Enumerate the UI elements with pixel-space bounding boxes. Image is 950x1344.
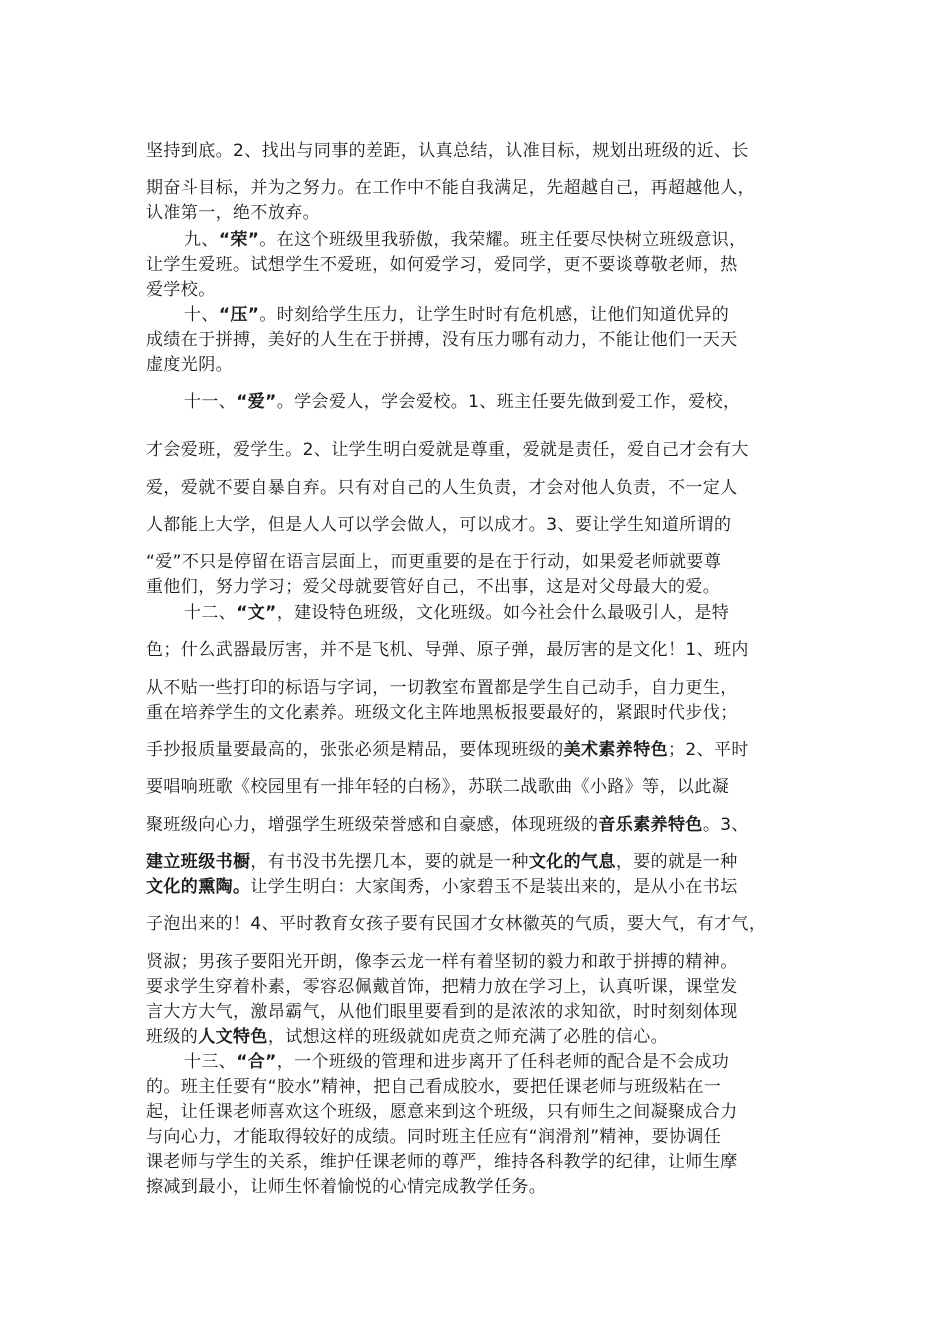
text-line: 虚度光阴。 (146, 355, 233, 375)
text-line: 人都能上大学，但是人人可以学会做人，可以成才。3、要让学生知道所谓的 (146, 515, 732, 535)
text-line: 成绩在于拼搏，美好的人生在于拼搏，没有压力哪有动力，不能让他们一天天 (146, 330, 738, 350)
text-line: 十三、“合”，一个班级的管理和进步离开了任科老师的配合是不会成功 (184, 1052, 730, 1072)
text-line: 贤淑；男孩子要阳光开朗，像李云龙一样有着坚韧的毅力和敢于拼搏的精神。 (146, 952, 738, 972)
text-line: 擦减到最小，让师生怀着愉悦的心情完成教学任务。 (146, 1177, 547, 1197)
text-line: 文化的熏陶。让学生明白：大家闺秀，小家碧玉不是装出来的，是从小在书坛 (146, 877, 738, 897)
text-line: 爱学校。 (146, 280, 216, 300)
text-line: 才会爱班，爱学生。2、让学生明白爱就是尊重，爱就是责任，爱自己才会有大 (146, 440, 749, 460)
text-line: 十、“压”。时刻给学生压力，让学生时时有危机感，让他们知道优异的 (184, 305, 730, 325)
text-line: 班级的人文特色，试想这样的班级就如虎贲之师充满了必胜的信心。 (146, 1027, 669, 1047)
text-line: 色；什么武器最厉害，并不是飞机、导弹、原子弹，最厉害的是文化！1、班内 (146, 640, 749, 660)
text-line: 要求学生穿着朴素，零容忍佩戴首饰，把精力放在学习上，认真听课，课堂发 (146, 977, 738, 997)
text-line: 课老师与学生的关系，维护任课老师的尊严，维持各科教学的纪律，让师生摩 (146, 1152, 738, 1172)
text-line: 手抄报质量要最高的，张张必须是精品，要体现班级的美术素养特色；2、平时 (146, 740, 749, 760)
text-line: 言大方大气，激昂霸气，从他们眼里要看到的是浓浓的求知欲，时时刻刻体现 (146, 1002, 738, 1022)
text-line: 重在培养学生的文化素养。班级文化主阵地黑板报要最好的，紧跟时代步伐； (146, 703, 738, 723)
text-line: 子泡出来的！4、平时教育女孩子要有民国才女林徽英的气质，要大气，有才气， (146, 914, 767, 934)
text-line: 建立班级书橱，有书没书先摆几本，要的就是一种文化的气息，要的就是一种 (146, 852, 738, 872)
text-line: 坚持到底。2、找出与同事的差距，认真总结，认准目标，规划出班级的近、长 (146, 141, 749, 161)
text-line: 九、“荣”。在这个班级里我骄傲，我荣耀。班主任要尽快树立班级意识， (184, 230, 747, 250)
text-line: 聚班级向心力，增强学生班级荣誉感和自豪感，体现班级的音乐素养特色。3、 (146, 815, 749, 835)
text-line: 认准第一，绝不放弃。 (146, 203, 320, 223)
text-line: 从不贴一些打印的标语与字词，一切教室布置都是学生自己动手，自力更生， (146, 678, 738, 698)
text-line: 重他们，努力学习；爱父母就要管好自己，不出事，这是对父母最大的爱。 (146, 577, 721, 597)
text-line: 爱，爱就不要自暴自弃。只有对自己的人生负责，才会对他人负责，不一定人 (146, 478, 738, 498)
text-line: 十一、“爱”。学会爱人，学会爱校。1、班主任要先做到爱工作，爱校， (184, 392, 741, 412)
text-line: 期奋斗目标，并为之努力。在工作中不能自我满足，先超越自己，再超越他人， (146, 178, 755, 198)
text-line: 要唱响班歌《校园里有一排年轻的白杨》，苏联二战歌曲《小路》等，以此凝 (146, 777, 730, 797)
text-line: “爱”不只是停留在语言层面上，而更重要的是在于行动，如果爱老师就要尊 (146, 552, 722, 572)
text-line: 让学生爱班。试想学生不爱班，如何爱学习，爱同学，更不要谈尊敬老师，热 (146, 255, 738, 275)
text-line: 的。班主任要有“胶水”精神，把自己看成胶水，要把任课老师与班级粘在一 (146, 1077, 722, 1097)
text-line: 十二、“文”，建设特色班级，文化班级。如今社会什么最吸引人，是特 (184, 603, 730, 623)
text-line: 起，让任课老师喜欢这个班级，愿意来到这个班级，只有师生之间凝聚成合力 (146, 1102, 738, 1122)
text-line: 与向心力，才能取得较好的成绩。同时班主任应有“润滑剂”精神，要协调任 (146, 1127, 722, 1147)
